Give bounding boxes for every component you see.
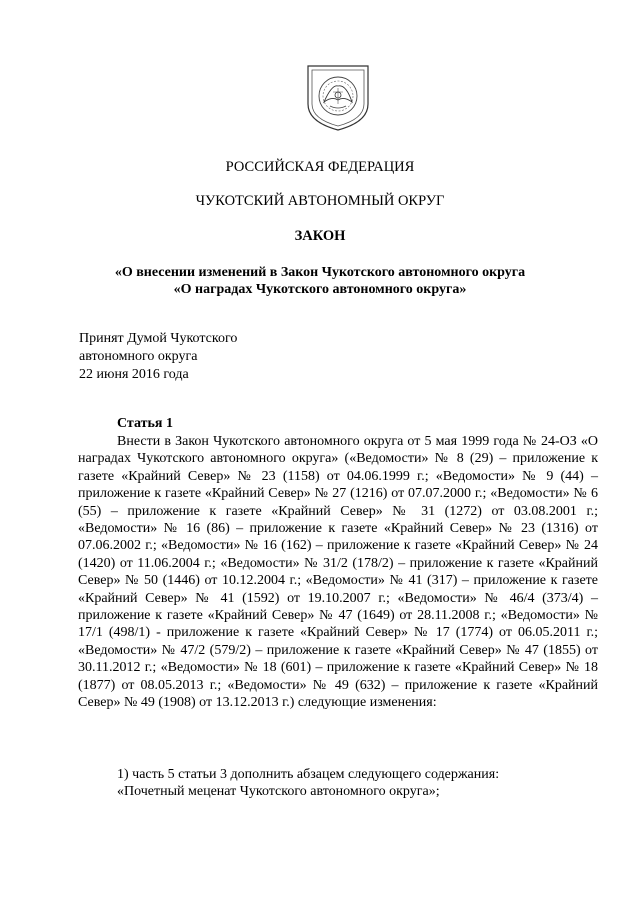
coat-of-arms-emblem <box>302 62 374 132</box>
law-title-line-2: «О наградах Чукотского автономного округа» <box>173 282 467 297</box>
adoption-line-1: Принят Думой Чукотского <box>79 331 238 346</box>
adoption-line-2: автономного округа <box>79 349 198 364</box>
amendment-item-1-quote: «Почетный меценат Чукотского автономного округа»; <box>117 784 440 799</box>
adoption-date: 22 июня 2016 года <box>79 367 189 382</box>
law-title-line-1: «О внесении изменений в Закон Чукотского автономного округа <box>114 265 526 280</box>
amendment-item-1: 1) часть 5 статьи 3 дополнить абзацем следующего содержания: <box>117 767 500 782</box>
article-heading: Статья 1 <box>117 416 173 431</box>
article-paragraph: Внести в Закон Чукотского автономного округа от 5 мая 1999 года № 24-ОЗ «О наградах Чукотского автономного округа» («Ведомости» № 8 (29) – приложение к газете «Крайний Север» № 23 (1158) от 04.06.1999 г.; «Ведомости» № 9 (44) – приложение к газете «Крайний Север» № 27 (1216) от 07.07.2000 г.; «Ведомости» № 6 (55) – приложение к газете «Крайний Север» № 31 (1272) от 03.08.2001 г.; «Ведомости» № 16 (86) – приложение к газете «Крайний Север» № 23 (1316) от 07.06.2002 г.; «Ведомости» № 16 (162) – приложение к газете «Крайний Север» № 24 (1420) от 11.06.2004 г.; «Ведомости» № 31/2 (178/2) – приложение к газете «Крайний Север» № 50 (1446) от 10.12.2004 г.; «Ведомости» № 41 (317) – приложение к газете «Крайний Север» № 41 (1592) от 19.10.2007 г.; «Ведомости» № 46/4 (373/4) – приложение к газете «Крайний Север» № 47 (1649) от 28.11.2008 г.; «Ведомости» № 17/1 (498/1) - приложение к газете «Крайний Север» № 17 (1774) от 06.05.2011 г.; «Ведомости» № 47/2 (579/2) – приложение к газете «Крайний Север» № 47 (1855) от 30.11.2012 г.; «Ведомости» № 18 (601) – приложение к газете «Крайний Север» № 18 (1877) от 08.05.2013 г.; «Ведомости» № 49 (632) – приложение к газете «Крайний Север» № 49 (1908) от 13.12.2013 г.) следующие изменения: <box>78 434 598 711</box>
document-type-title: ЗАКОН <box>294 228 346 244</box>
country-heading: РОССИЙСКАЯ ФЕДЕРАЦИЯ <box>225 159 415 175</box>
adoption-block <box>79 330 237 384</box>
region-heading: ЧУКОТСКИЙ АВТОНОМНЫЙ ОКРУГ <box>195 193 445 209</box>
